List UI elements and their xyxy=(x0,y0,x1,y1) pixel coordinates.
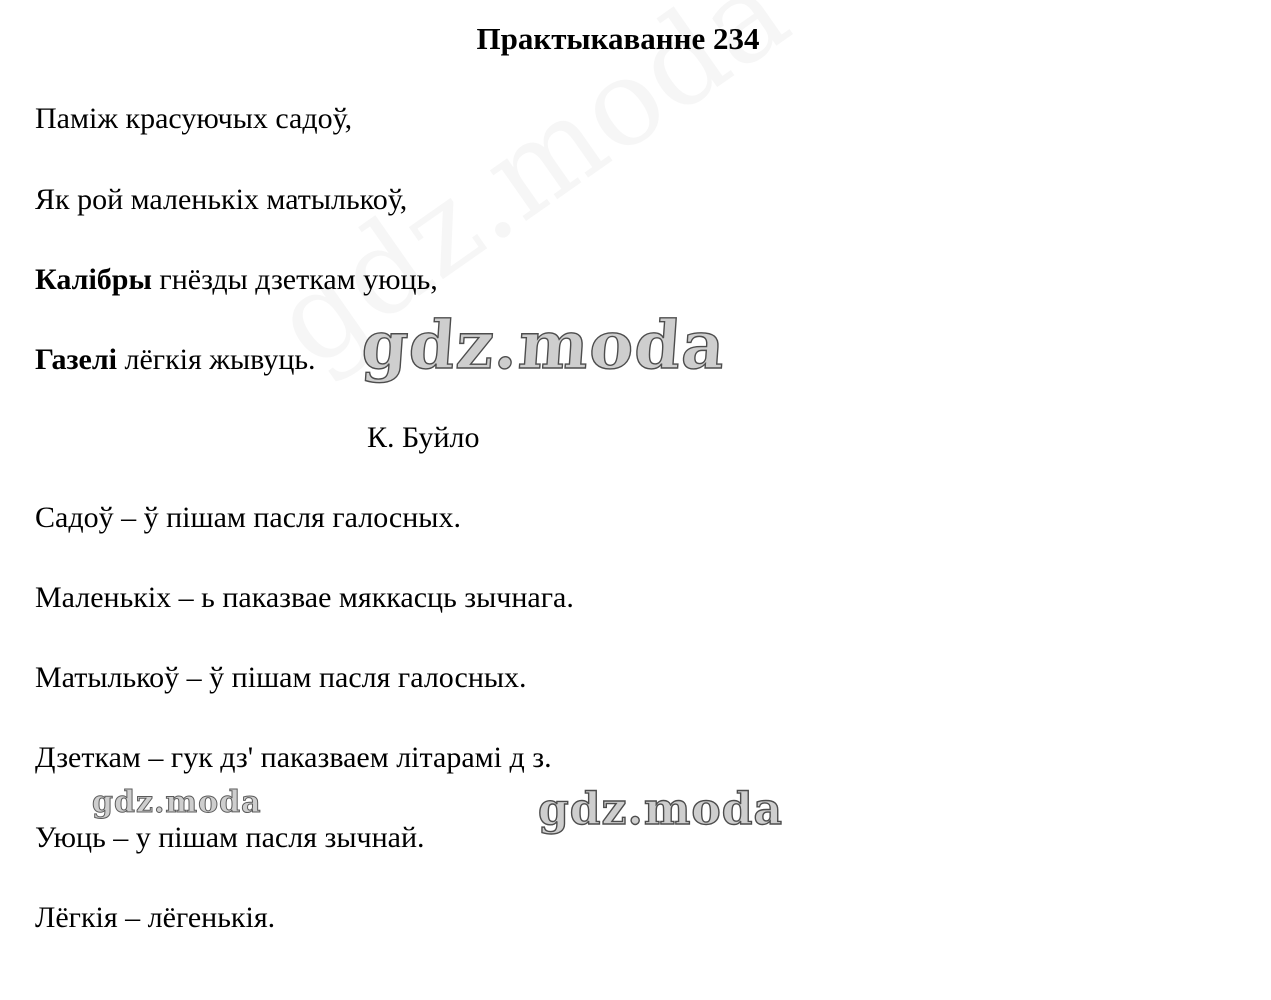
poem-author: К. Буйло xyxy=(367,421,480,454)
watermark-logo-large: gdz.moda xyxy=(359,306,729,384)
note-line-2: Маленькіх – ь паказвае мяккасць зычнага. xyxy=(35,581,574,614)
poem-line-3 xyxy=(35,262,438,298)
watermark-logo-small: gdz.moda xyxy=(92,785,262,820)
poem-line-3-bold: Калібры xyxy=(35,263,152,296)
poem-line-1-text: Паміж красуючых садоў, xyxy=(35,102,353,135)
note-line-4: Дзеткам – гук дз' паказваем літарамі д з. xyxy=(35,741,552,774)
poem-line-4-bold: Газелі xyxy=(35,343,117,376)
note-line-6: Лёгкія – лёгенькія. xyxy=(35,901,276,934)
note-line-1: Садоў – ў пішам пасля галосных. xyxy=(35,501,461,534)
page-title: Практыкаванне 234 xyxy=(476,21,760,56)
poem-line-2 xyxy=(35,182,407,218)
poem-line-3-text: гнёзды дзеткам уюць, xyxy=(151,263,438,296)
poem-line-4-text: лёгкія жывуць. xyxy=(117,343,316,376)
watermark-logo-medium: gdz.moda xyxy=(538,784,784,835)
poem-line-2-text: Як рой маленькіх матылькоў, xyxy=(35,183,408,216)
note-line-5: Уюць – у пішам пасля зычнай. xyxy=(35,821,425,854)
poem-line-4 xyxy=(35,342,316,378)
poem-line-1 xyxy=(35,101,352,137)
note-line-3: Матылькоў – ў пішам пасля галосных. xyxy=(35,661,527,694)
